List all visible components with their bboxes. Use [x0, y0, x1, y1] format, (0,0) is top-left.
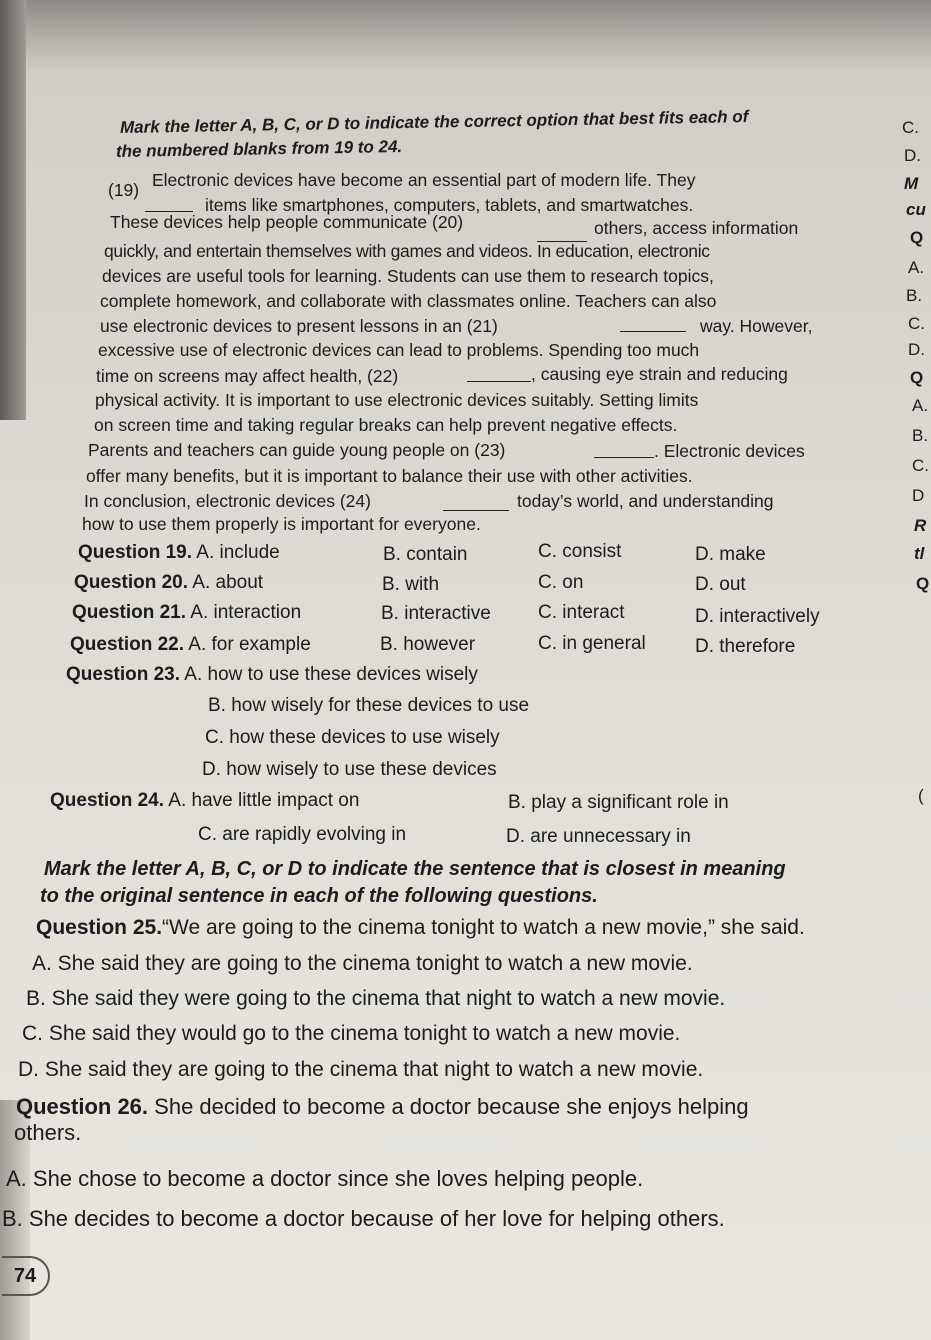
- question-20-label: Question 20.: [74, 572, 189, 593]
- question-21-label: Question 21.: [72, 602, 187, 623]
- q21-option-d[interactable]: D. interactively: [695, 606, 820, 627]
- passage-line-11: on screen time and taking regular breaks can help prevent negative effects.: [94, 415, 678, 435]
- q23-option-d[interactable]: D. how wisely to use these devices: [202, 759, 497, 780]
- passage-line-3b: others, access information: [594, 218, 799, 238]
- question-26-stem-1: She decided to become a doctor because she enjoys helping: [154, 1094, 749, 1119]
- q23-option-c[interactable]: C. how these devices to use wisely: [205, 727, 500, 748]
- question-22-label: Question 22.: [70, 634, 185, 655]
- q19-option-a[interactable]: A. include: [196, 542, 280, 563]
- blank-22: [467, 381, 531, 382]
- right-col-2: M: [904, 174, 919, 193]
- right-col-4: Q: [910, 228, 924, 247]
- q25-option-b[interactable]: B. She said they were going to the cinema that night to watch a new movie.: [26, 987, 726, 1010]
- passage-line-15: how to use them properly is important for everyone.: [82, 514, 481, 534]
- right-col-1: D.: [904, 146, 921, 165]
- passage-line-5: devices are useful tools for learning. Students can use them to research topics,: [102, 266, 714, 286]
- blank-24: [443, 510, 509, 511]
- passage-line-1: Electronic devices have become an essential part of modern life. They: [152, 170, 696, 190]
- q19-option-b[interactable]: B. contain: [383, 544, 468, 565]
- passage-line-6: complete homework, and collaborate with classmates online. Teachers can also: [100, 291, 717, 311]
- right-col-5: A.: [908, 258, 925, 277]
- passage-line-12a: Parents and teachers can guide young people on (23): [88, 440, 506, 460]
- right-col-9: Q: [910, 368, 924, 387]
- q20-option-d[interactable]: D. out: [695, 574, 746, 595]
- q21-option-a[interactable]: A. interaction: [190, 602, 302, 623]
- q25-option-c[interactable]: C. She said they would go to the cinema tonight to watch a new movie.: [22, 1022, 681, 1045]
- q26-option-a[interactable]: A. She chose to become a doctor since she loves helping people.: [6, 1166, 644, 1191]
- q25-option-a[interactable]: A. She said they are going to the cinema tonight to watch a new movie.: [32, 952, 693, 975]
- instruction2-line-2: to the original sentence in each of the following questions.: [40, 885, 598, 907]
- passage-line-10: physical activity. It is important to use electronic devices suitably. Setting limits: [95, 390, 699, 410]
- question-19-label: Question 19.: [78, 542, 193, 563]
- right-col-3: cu: [906, 200, 926, 219]
- q22-option-d[interactable]: D. therefore: [695, 636, 796, 657]
- right-col-7: C.: [908, 314, 925, 333]
- right-col-14: R: [914, 516, 927, 535]
- right-col-17: (: [918, 786, 924, 805]
- passage-line-9b: , causing eye strain and reducing: [531, 364, 788, 384]
- right-col-13: D: [912, 486, 925, 505]
- blank-21: [620, 331, 686, 332]
- q26-option-b[interactable]: B. She decides to become a doctor because of her love for helping others.: [2, 1206, 725, 1231]
- passage-line-12b: . Electronic devices: [654, 441, 805, 461]
- q25-option-d[interactable]: D. She said they are going to the cinema that night to watch a new movie.: [18, 1058, 704, 1081]
- q24-option-d[interactable]: D. are unnecessary in: [506, 826, 691, 847]
- q24-option-c[interactable]: C. are rapidly evolving in: [198, 824, 407, 845]
- right-col-10: A.: [912, 396, 929, 415]
- q21-option-c[interactable]: C. interact: [538, 602, 625, 623]
- question-25-label: Question 25.: [36, 916, 163, 939]
- q22-option-c[interactable]: C. in general: [538, 633, 646, 654]
- q21-option-b[interactable]: B. interactive: [381, 603, 491, 624]
- passage-line-2b: items like smartphones, computers, tablets, and smartwatches.: [205, 195, 694, 215]
- passage-line-7a: use electronic devices to present lessons in an (21): [100, 316, 498, 336]
- blank-23: [594, 457, 654, 458]
- passage-line-8: excessive use of electronic devices can lead to problems. Spending too much: [98, 340, 700, 360]
- passage-line-4: quickly, and entertain themselves with games and videos. In education, electronic: [104, 241, 710, 261]
- instruction-line-1: Mark the letter A, B, C, or D to indicate the correct option that best fits each of: [119, 107, 749, 137]
- question-24-label: Question 24.: [50, 790, 165, 811]
- passage-line-7b: way. However,: [700, 316, 813, 336]
- instruction-line-2: the numbered blanks from 19 to 24.: [115, 137, 403, 161]
- instruction2-line-1: Mark the letter A, B, C, or D to indicate the sentence that is closest in meaning: [44, 858, 786, 880]
- passage-line-14a: In conclusion, electronic devices (24): [84, 491, 371, 511]
- q20-option-c[interactable]: C. on: [538, 572, 584, 593]
- next-column-fragment: [896, 0, 931, 1340]
- passage-line-2a: (19): [108, 180, 140, 200]
- question-26-label: Question 26.: [16, 1094, 149, 1119]
- right-col-0: C.: [902, 118, 919, 137]
- right-col-15: tl: [914, 544, 925, 563]
- right-col-6: B.: [906, 286, 923, 305]
- q20-option-b[interactable]: B. with: [382, 574, 440, 595]
- q22-option-b[interactable]: B. however: [380, 634, 476, 655]
- page-number: 74: [2, 1256, 50, 1296]
- q20-option-a[interactable]: A. about: [192, 572, 264, 593]
- right-col-12: C.: [912, 456, 929, 475]
- q24-option-a[interactable]: A. have little impact on: [168, 790, 360, 811]
- right-col-8: D.: [908, 340, 925, 359]
- q19-option-d[interactable]: D. make: [695, 544, 766, 565]
- q19-option-c[interactable]: C. consist: [538, 541, 622, 562]
- question-25-stem: “We are going to the cinema tonight to watch a new movie,” she said.: [162, 916, 805, 939]
- question-23-label: Question 23.: [66, 664, 181, 685]
- q23-option-b[interactable]: B. how wisely for these devices to use: [208, 695, 530, 716]
- right-col-16: Q: [916, 574, 930, 593]
- passage-line-9a: time on screens may affect health, (22): [96, 366, 399, 386]
- q22-option-a[interactable]: A. for example: [188, 634, 311, 655]
- right-col-11: B.: [912, 426, 929, 445]
- passage-line-13: offer many benefits, but it is important to balance their use with other activities.: [86, 466, 693, 486]
- q24-option-b[interactable]: B. play a significant role in: [508, 792, 729, 813]
- passage-line-14b: today’s world, and understanding: [517, 491, 774, 511]
- passage-line-3a: These devices help people communicate (20): [110, 212, 464, 232]
- q23-option-a[interactable]: A. how to use these devices wisely: [184, 664, 478, 685]
- question-26-stem-2: others.: [14, 1120, 82, 1145]
